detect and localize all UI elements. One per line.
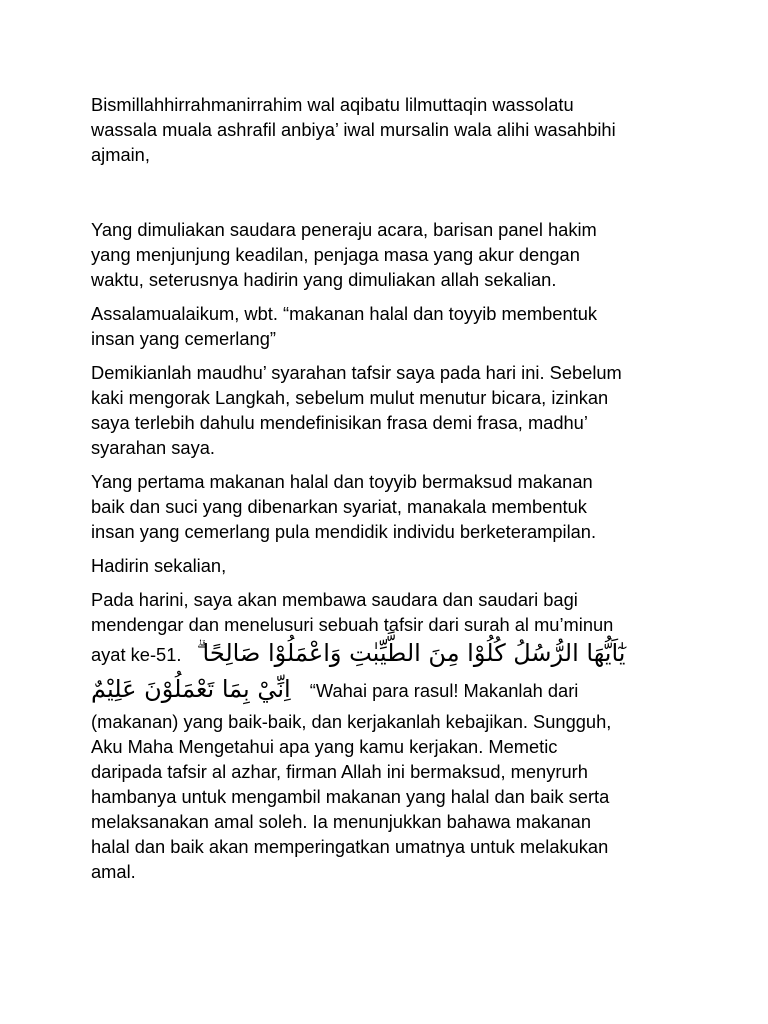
opening-salutation	[91, 92, 691, 167]
text-line: (makanan) yang baik-baik, dan kerjakanlah kebajikan. Sungguh,	[91, 711, 612, 732]
introduction-paragraph	[91, 360, 691, 460]
text-line: melaksanakan amal soleh. Ia menunjukkan bahawa makanan	[91, 811, 591, 832]
title-paragraph	[91, 301, 691, 351]
verse-line	[91, 637, 691, 673]
text-line: hambanya untuk mengambil makanan yang halal dan baik serta	[91, 786, 610, 807]
text-line: syarahan saya.	[91, 437, 215, 458]
text-line: Aku Maha Mengetahui apa yang kamu kerjakan. Memetic	[91, 736, 558, 757]
text-line: daripada tafsir al azhar, firman Allah ini bermaksud, menyrurh	[91, 761, 588, 782]
text-line: insan yang cemerlang”	[91, 328, 276, 349]
text-fragment: “Wahai para rasul! Makanlah dari	[309, 680, 579, 701]
text-line: Bismillahhirrahmanirrahim wal aqibatu lilmuttaqin wassolatu	[91, 94, 574, 115]
verse-line	[91, 673, 691, 709]
document-body	[91, 92, 691, 884]
text-line: waktu, seterusnya hadirin yang dimuliakan allah sekalian.	[91, 269, 557, 290]
definition-paragraph	[91, 469, 691, 544]
text-line: wassala muala ashrafil anbiya’ iwal mursalin wala alihi wasahbihi	[91, 119, 616, 140]
arabic-verse-part-1: يٰٓاَيُّهَا الرُّسُلُ كُلُوْا مِنَ الطَّيِّبٰتِ وَاعْمَلُوْا صَالِحًا ۗ	[196, 639, 626, 667]
greeting-paragraph	[91, 217, 691, 292]
text-line: ajmain,	[91, 144, 150, 165]
text-line: Demikianlah maudhu’ syarahan tafsir saya pada hari ini. Sebelum	[91, 362, 622, 383]
text-line: insan yang cemerlang pula mendidik individu berketerampilan.	[91, 521, 597, 542]
text-line: Pada harini, saya akan membawa saudara dan saudari bagi	[91, 589, 578, 610]
address-paragraph	[91, 553, 691, 578]
text-line: kaki mengorak Langkah, sebelum mulut menutur bicara, izinkan	[91, 387, 609, 408]
text-line: mendengar dan menelusuri sebuah tafsir dari surah al mu’minun	[91, 614, 614, 635]
text-line: amal.	[91, 861, 136, 882]
text-line: Yang pertama makanan halal dan toyyib bermaksud makanan	[91, 471, 593, 492]
text-line: baik dan suci yang dibenarkan syariat, manakala membentuk	[91, 496, 587, 517]
text-line: halal dan baik akan memperingatkan umatnya untuk melakukan	[91, 836, 609, 857]
text-line: Hadirin sekalian,	[91, 555, 227, 576]
text-line: saya terlebih dahulu mendefinisikan frasa demi frasa, madhu’	[91, 412, 588, 433]
text-line: Assalamualaikum, wbt. “makanan halal dan toyyib membentuk	[91, 303, 598, 324]
text-line: Yang dimuliakan saudara peneraju acara, barisan panel hakim	[91, 219, 597, 240]
tafsir-paragraph	[91, 587, 691, 884]
text-fragment: ayat ke-51.	[91, 644, 182, 665]
text-line: yang menjunjung keadilan, penjaga masa yang akur dengan	[91, 244, 580, 265]
arabic-verse-part-2: اِنِّيْ بِمَا تَعْمَلُوْنَ عَلِيْمٌ	[91, 675, 291, 703]
